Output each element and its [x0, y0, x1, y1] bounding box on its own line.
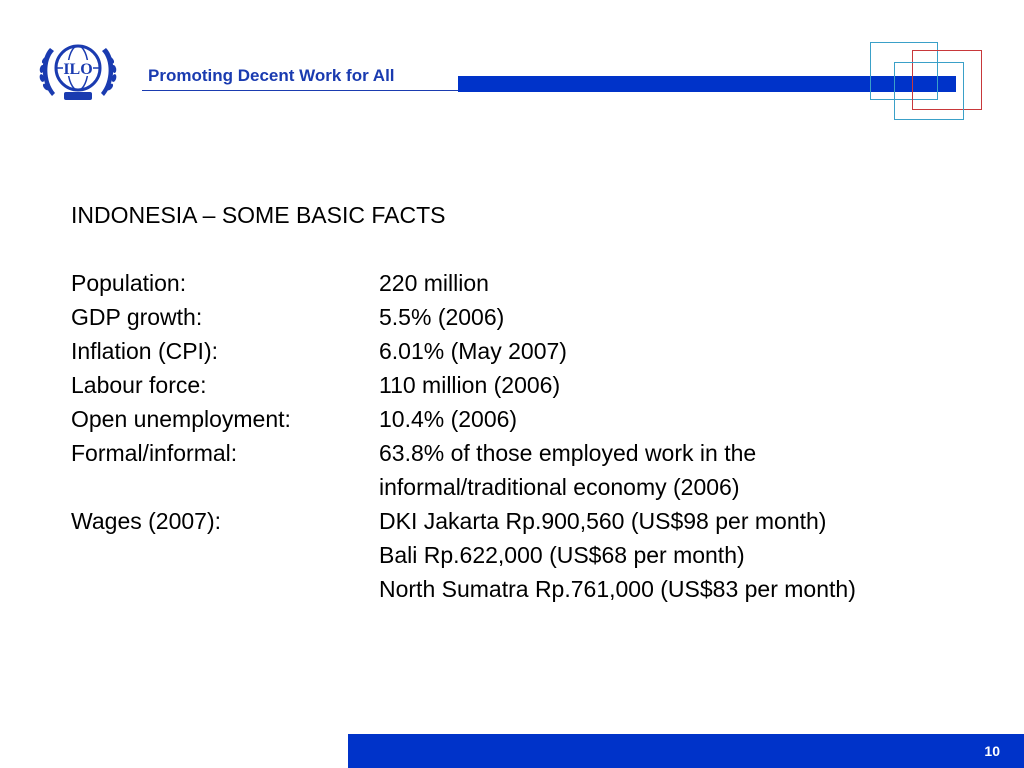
fact-value	[379, 334, 567, 368]
footer-bar	[348, 734, 1024, 768]
fact-value	[379, 504, 856, 606]
fact-value-line: North Sumatra Rp.761,000 (US$83 per month)	[379, 576, 856, 602]
fact-value-line: 10.4% (2006)	[379, 406, 518, 432]
facts-heading: INDONESIA – SOME BASIC FACTS	[71, 202, 446, 228]
fact-value-line: 5.5% (2006)	[379, 304, 505, 330]
fact-value-line: Bali Rp.622,000 (US$68 per month)	[379, 542, 745, 568]
fact-label: GDP growth:	[71, 304, 203, 330]
header-underline	[142, 90, 458, 91]
decorative-square-teal-2	[894, 62, 964, 120]
fact-value	[379, 436, 756, 504]
fact-value	[379, 300, 504, 334]
svg-text:ILO: ILO	[63, 61, 93, 78]
fact-row-labour-force	[71, 368, 856, 402]
fact-row-inflation	[71, 334, 856, 368]
fact-value	[379, 402, 517, 436]
ilo-logo-icon	[36, 38, 120, 104]
fact-label: Labour force:	[71, 372, 207, 398]
fact-label: Formal/informal:	[71, 440, 238, 466]
fact-value-line: 6.01% (May 2007)	[379, 338, 567, 364]
fact-row-gdp-growth	[71, 300, 856, 334]
header-title: Promoting Decent Work for All	[148, 66, 395, 85]
fact-row-formal-informal	[71, 436, 856, 504]
page-number: 10	[984, 743, 1000, 759]
fact-value-line: 220 million	[379, 270, 489, 296]
fact-value	[379, 368, 560, 402]
fact-value-line: DKI Jakarta Rp.900,560 (US$98 per month)	[379, 508, 827, 534]
fact-label: Wages (2007):	[71, 508, 221, 534]
fact-label: Population:	[71, 270, 187, 296]
fact-value-line: 63.8% of those employed work in the	[379, 440, 757, 466]
fact-row-open-unemployment	[71, 402, 856, 436]
fact-label: Inflation (CPI):	[71, 338, 218, 364]
facts-content	[71, 198, 856, 606]
fact-value-line: 110 million (2006)	[379, 372, 561, 398]
fact-value	[379, 266, 489, 300]
fact-label: Open unemployment:	[71, 406, 291, 432]
fact-value-line: informal/traditional economy (2006)	[379, 474, 740, 500]
fact-row-population	[71, 266, 856, 300]
fact-row-wages	[71, 504, 856, 606]
